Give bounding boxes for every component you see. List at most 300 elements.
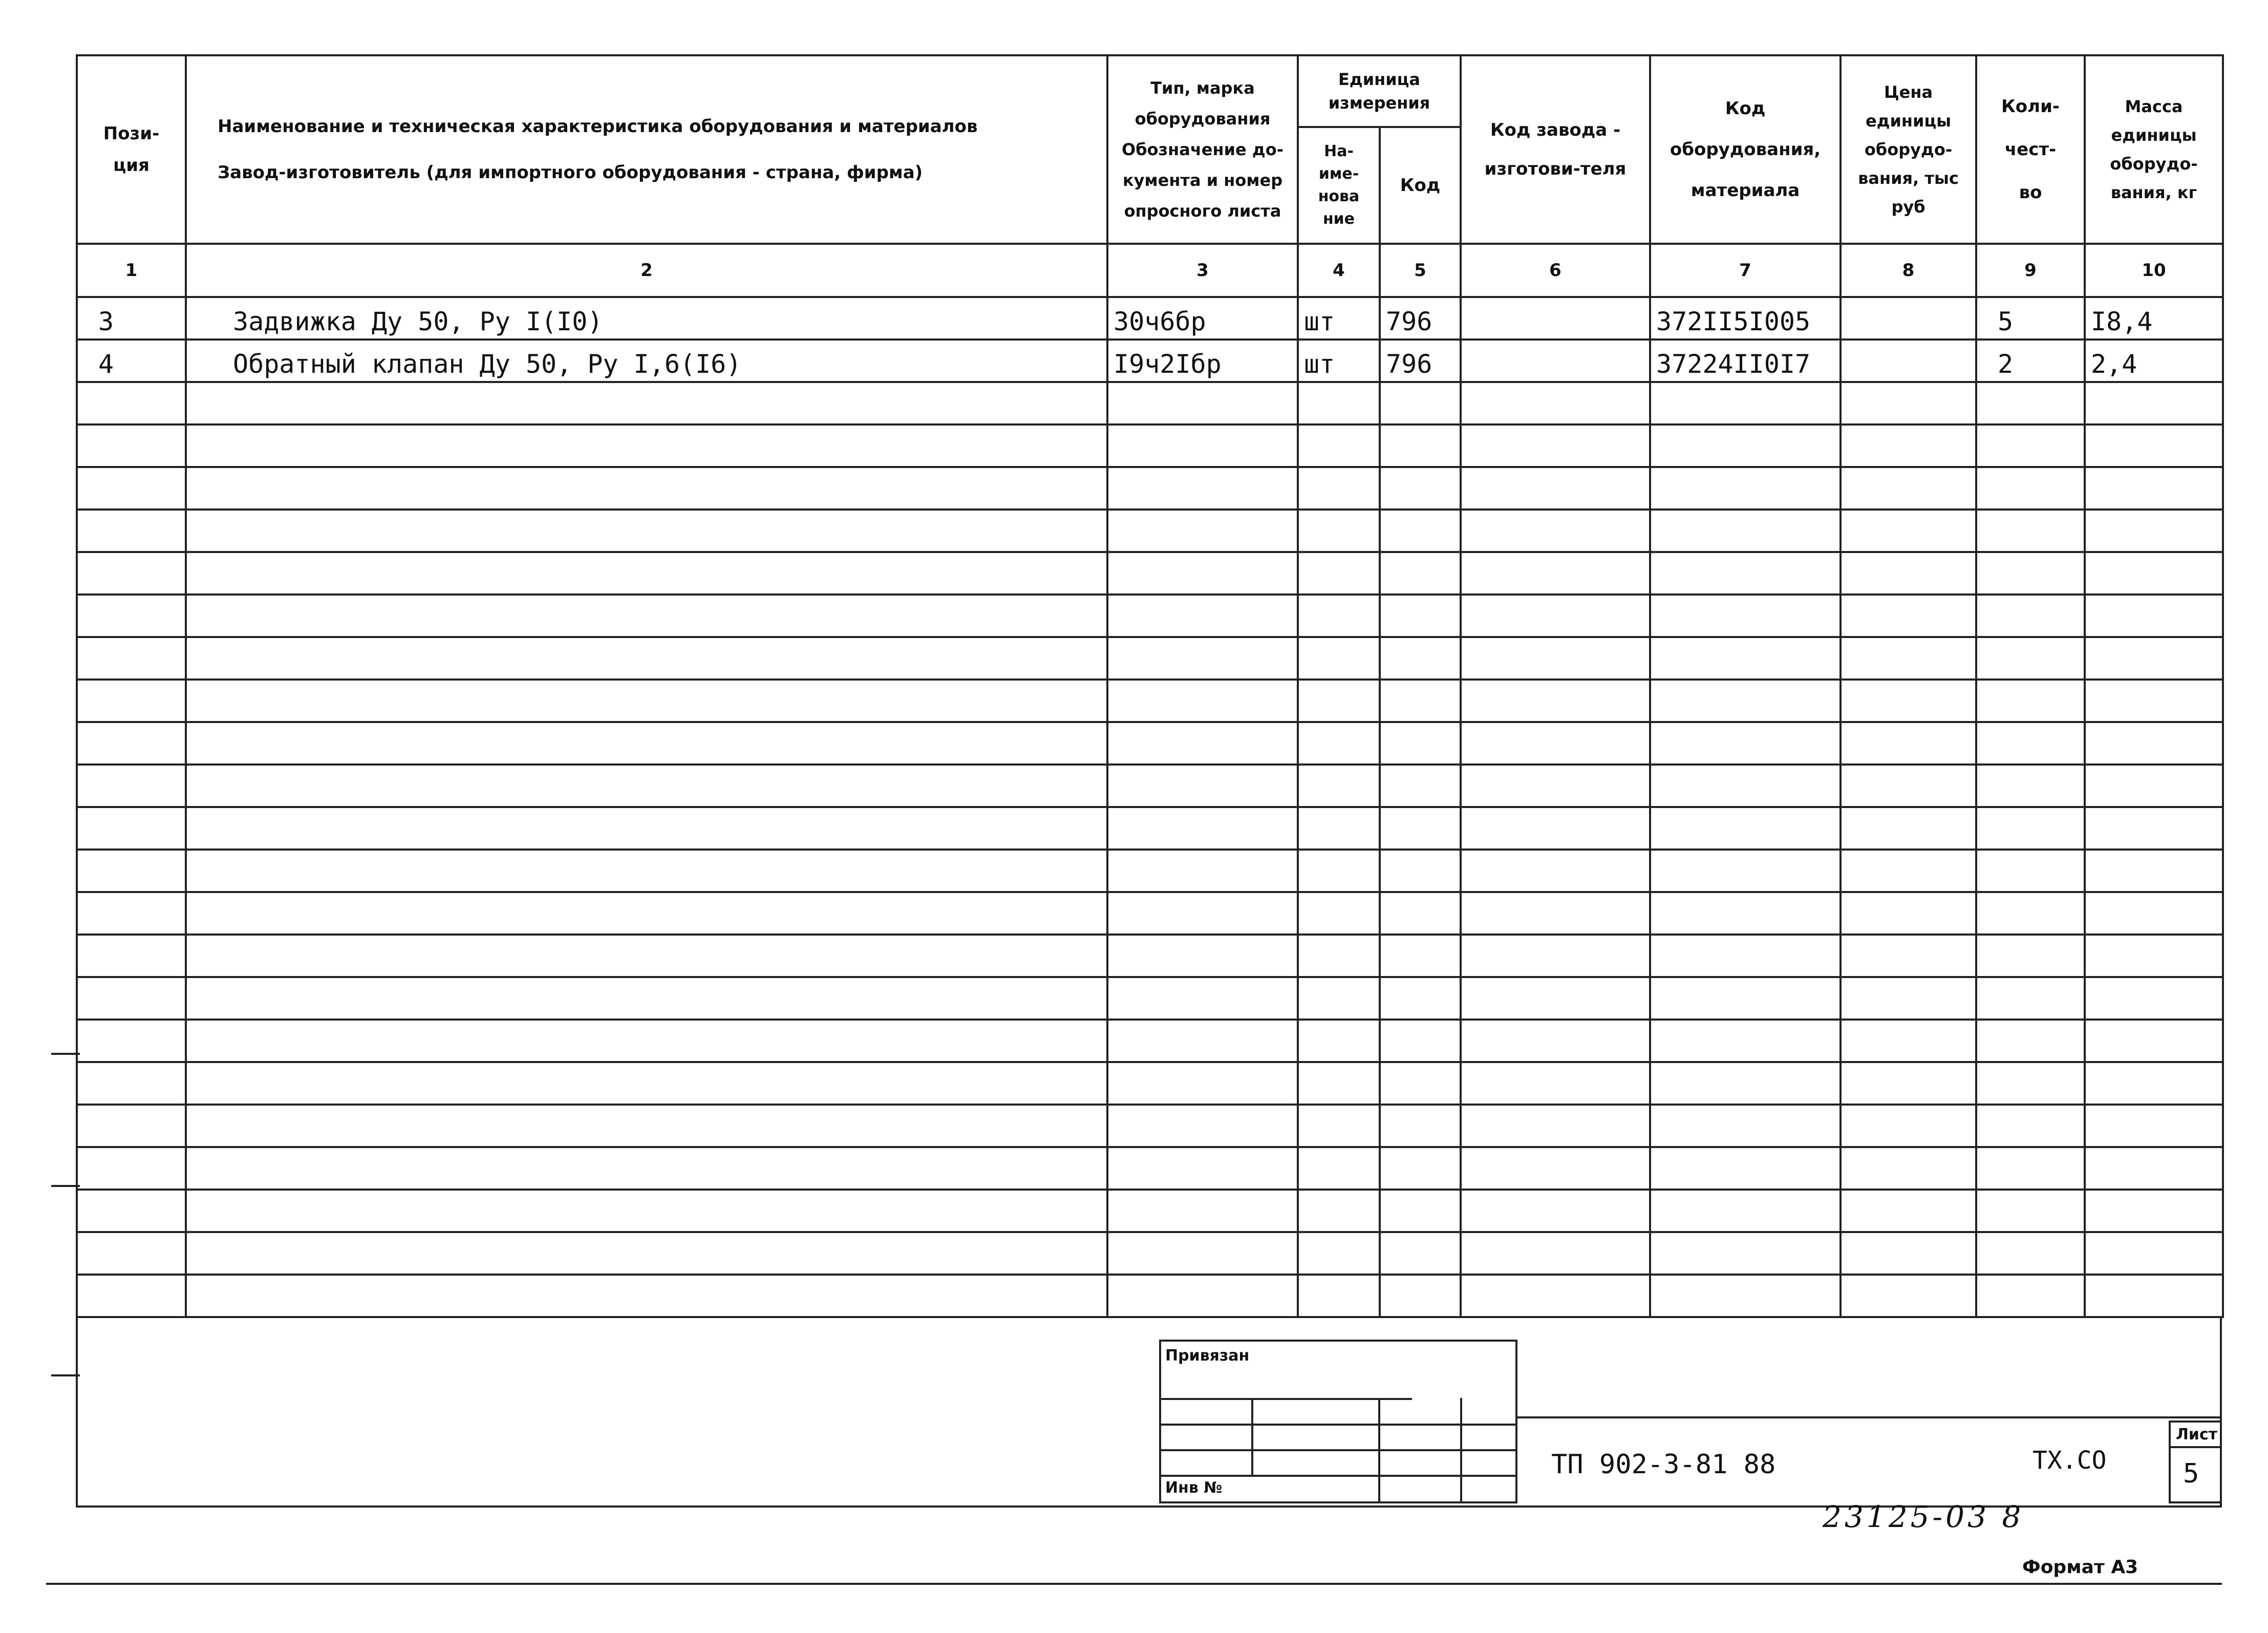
table-row	[77, 977, 2223, 1020]
cell-factory-code	[1461, 297, 1650, 340]
empty-cell	[1976, 425, 2085, 467]
empty-cell	[186, 680, 1107, 722]
empty-cell	[77, 935, 186, 977]
empty-cell	[1976, 807, 2085, 850]
cell-position: 3	[77, 297, 186, 340]
colnum-6: 6	[1461, 244, 1650, 297]
empty-cell	[77, 807, 186, 850]
empty-cell	[1298, 1232, 1380, 1275]
empty-cell	[1461, 552, 1650, 595]
empty-cell	[186, 467, 1107, 510]
empty-cell	[1107, 722, 1298, 765]
empty-cell	[1107, 595, 1298, 637]
empty-cell	[1841, 1190, 1976, 1232]
empty-cell	[1107, 382, 1298, 425]
empty-cell	[1461, 977, 1650, 1020]
empty-cell	[186, 552, 1107, 595]
cell-factory-code	[1461, 340, 1650, 382]
empty-cell	[2085, 1232, 2223, 1275]
empty-cell	[1298, 722, 1380, 765]
empty-cell	[1298, 1105, 1380, 1147]
table-row	[77, 595, 2223, 637]
empty-cell	[1841, 1275, 1976, 1317]
empty-cell	[1461, 467, 1650, 510]
empty-cell	[1380, 807, 1461, 850]
empty-cell	[1650, 1275, 1841, 1317]
empty-cell	[1380, 1275, 1461, 1317]
empty-cell	[1841, 637, 1976, 680]
margin-tick	[51, 1185, 80, 1187]
table-row	[77, 552, 2223, 595]
empty-cell	[1461, 595, 1650, 637]
cell-unit-code: 796	[1380, 340, 1461, 382]
specification-table	[76, 54, 2224, 1318]
cell-quantity: 2	[1976, 340, 2085, 382]
cell-price	[1841, 340, 1976, 382]
empty-cell	[186, 637, 1107, 680]
empty-cell	[1107, 425, 1298, 467]
empty-cell	[1298, 850, 1380, 892]
empty-cell	[2085, 722, 2223, 765]
binding-stamp	[1159, 1340, 1517, 1503]
empty-cell	[1107, 765, 1298, 807]
empty-cell	[1298, 1062, 1380, 1105]
header-unit-code: Код	[1380, 127, 1461, 244]
cell-mass: 2,4	[2085, 340, 2223, 382]
empty-cell	[1107, 467, 1298, 510]
empty-cell	[2085, 1062, 2223, 1105]
header-factory-code: Код завода - изготови-теля	[1461, 55, 1650, 244]
empty-cell	[186, 1105, 1107, 1147]
empty-cell	[1976, 1190, 2085, 1232]
empty-rows	[77, 382, 2223, 1317]
empty-cell	[1841, 680, 1976, 722]
empty-cell	[1976, 382, 2085, 425]
empty-cell	[77, 552, 186, 595]
empty-cell	[1976, 935, 2085, 977]
empty-cell	[1461, 1275, 1650, 1317]
empty-cell	[77, 467, 186, 510]
empty-cell	[77, 977, 186, 1020]
empty-cell	[2085, 467, 2223, 510]
empty-cell	[1298, 382, 1380, 425]
colnum-2: 2	[186, 244, 1107, 297]
empty-cell	[1841, 765, 1976, 807]
privyazan-label: Привязан	[1165, 1347, 1250, 1365]
empty-cell	[1298, 595, 1380, 637]
empty-cell	[1461, 637, 1650, 680]
table-row	[77, 1020, 2223, 1062]
empty-cell	[1298, 552, 1380, 595]
empty-cell	[1107, 935, 1298, 977]
empty-cell	[1841, 510, 1976, 552]
empty-cell	[186, 1147, 1107, 1190]
empty-cell	[1380, 892, 1461, 935]
empty-cell	[1976, 1232, 2085, 1275]
empty-cell	[186, 850, 1107, 892]
stamp-line	[1251, 1398, 1253, 1475]
table-row	[77, 765, 2223, 807]
empty-cell	[77, 1062, 186, 1105]
empty-cell	[1380, 552, 1461, 595]
table-row	[77, 892, 2223, 935]
header-row	[77, 55, 2223, 127]
table-row	[77, 340, 2223, 382]
empty-cell	[1298, 765, 1380, 807]
table-row	[77, 807, 2223, 850]
empty-cell	[1380, 1232, 1461, 1275]
empty-cell	[1650, 552, 1841, 595]
empty-cell	[1380, 467, 1461, 510]
empty-cell	[77, 722, 186, 765]
empty-cell	[186, 595, 1107, 637]
empty-cell	[77, 510, 186, 552]
cell-position: 4	[77, 340, 186, 382]
empty-cell	[186, 935, 1107, 977]
format-label: Формат А3	[2022, 1557, 2138, 1578]
empty-cell	[1650, 637, 1841, 680]
empty-cell	[77, 637, 186, 680]
table-row	[77, 425, 2223, 467]
empty-cell	[1650, 382, 1841, 425]
colnum-7: 7	[1650, 244, 1841, 297]
empty-cell	[2085, 637, 2223, 680]
empty-cell	[1976, 1105, 2085, 1147]
table-row	[77, 1062, 2223, 1105]
stamp-line	[1161, 1398, 1412, 1400]
empty-cell	[1650, 722, 1841, 765]
empty-cell	[1976, 510, 2085, 552]
empty-cell	[2085, 552, 2223, 595]
empty-cell	[1298, 892, 1380, 935]
empty-cell	[186, 1020, 1107, 1062]
header-mass: Масса единицы оборудо-вания, кг	[2085, 55, 2223, 244]
empty-cell	[1841, 1232, 1976, 1275]
header-price: Цена единицы оборудо-вания, тыс руб	[1841, 55, 1976, 244]
empty-cell	[77, 1275, 186, 1317]
empty-cell	[1380, 1062, 1461, 1105]
cell-unit: шт	[1298, 297, 1380, 340]
empty-cell	[1650, 892, 1841, 935]
empty-cell	[1461, 425, 1650, 467]
empty-cell	[1650, 510, 1841, 552]
sheet-label: Лист	[2176, 1426, 2218, 1444]
empty-cell	[2085, 425, 2223, 467]
empty-cell	[1380, 1020, 1461, 1062]
empty-cell	[186, 977, 1107, 1020]
empty-cell	[1841, 935, 1976, 977]
empty-cell	[1298, 977, 1380, 1020]
empty-cell	[1298, 1190, 1380, 1232]
empty-cell	[1650, 595, 1841, 637]
empty-cell	[1380, 1190, 1461, 1232]
empty-cell	[1107, 1275, 1298, 1317]
empty-cell	[1976, 850, 2085, 892]
header-name	[186, 55, 1107, 244]
colnum-8: 8	[1841, 244, 1976, 297]
header-type: Тип, марка оборудования Обозначение до-кумента и номер опросного листа	[1107, 55, 1298, 244]
empty-cell	[2085, 595, 2223, 637]
empty-cell	[1650, 850, 1841, 892]
empty-cell	[77, 1020, 186, 1062]
empty-cell	[1841, 552, 1976, 595]
empty-cell	[1107, 1190, 1298, 1232]
empty-cell	[186, 765, 1107, 807]
empty-cell	[2085, 382, 2223, 425]
table-row	[77, 850, 2223, 892]
table-row	[77, 935, 2223, 977]
empty-cell	[1107, 1062, 1298, 1105]
margin-tick	[51, 1374, 80, 1376]
empty-cell	[1380, 637, 1461, 680]
empty-cell	[1650, 1147, 1841, 1190]
empty-cell	[1461, 382, 1650, 425]
empty-cell	[186, 425, 1107, 467]
empty-cell	[2085, 807, 2223, 850]
empty-cell	[1461, 765, 1650, 807]
colnum-5: 5	[1380, 244, 1461, 297]
empty-cell	[1298, 467, 1380, 510]
empty-cell	[1461, 892, 1650, 935]
empty-cell	[1461, 850, 1650, 892]
stamp-line	[1378, 1398, 1380, 1502]
empty-cell	[2085, 1275, 2223, 1317]
sheet-box	[2169, 1420, 2222, 1503]
empty-cell	[1650, 1105, 1841, 1147]
empty-cell	[1841, 807, 1976, 850]
empty-cell	[1380, 935, 1461, 977]
stamp-line	[1161, 1475, 1515, 1477]
table-row	[77, 1105, 2223, 1147]
empty-cell	[1976, 977, 2085, 1020]
table-row	[77, 1232, 2223, 1275]
table-row	[77, 467, 2223, 510]
empty-cell	[1976, 1020, 2085, 1062]
empty-cell	[1461, 1147, 1650, 1190]
empty-cell	[1976, 552, 2085, 595]
stamp-line	[1460, 1398, 1462, 1502]
empty-cell	[1650, 935, 1841, 977]
table-row	[77, 1275, 2223, 1317]
empty-cell	[186, 722, 1107, 765]
empty-cell	[1650, 425, 1841, 467]
table-row	[77, 382, 2223, 425]
empty-cell	[1298, 1275, 1380, 1317]
empty-cell	[1841, 722, 1976, 765]
empty-cell	[1461, 722, 1650, 765]
empty-cell	[1107, 892, 1298, 935]
empty-cell	[2085, 510, 2223, 552]
empty-cell	[186, 1062, 1107, 1105]
empty-cell	[2085, 1105, 2223, 1147]
table-row	[77, 680, 2223, 722]
empty-cell	[1650, 765, 1841, 807]
empty-cell	[1976, 765, 2085, 807]
sheet-code: ТХ.СО	[2032, 1446, 2107, 1475]
empty-cell	[1650, 680, 1841, 722]
empty-cell	[186, 892, 1107, 935]
empty-cell	[77, 1147, 186, 1190]
empty-cell	[1650, 1062, 1841, 1105]
header-name-line2: Завод-изготовитель (для импортного оборудования - страна, фирма)	[218, 162, 923, 183]
table-row	[77, 1190, 2223, 1232]
empty-cell	[1841, 850, 1976, 892]
sheet-line	[2171, 1446, 2220, 1448]
empty-cell	[2085, 680, 2223, 722]
empty-cell	[77, 1232, 186, 1275]
cell-unit-code: 796	[1380, 297, 1461, 340]
empty-cell	[2085, 935, 2223, 977]
cell-price	[1841, 297, 1976, 340]
cell-code: 37224II0I7	[1650, 340, 1841, 382]
empty-cell	[77, 765, 186, 807]
document-code-block	[1515, 1416, 2222, 1503]
empty-cell	[186, 1275, 1107, 1317]
stamp-line	[1161, 1449, 1515, 1451]
cell-code: 372II5I005	[1650, 297, 1841, 340]
empty-cell	[1380, 850, 1461, 892]
empty-cell	[1841, 425, 1976, 467]
empty-cell	[1650, 807, 1841, 850]
handwritten-number: 23125-03 8	[1823, 1499, 2024, 1534]
empty-cell	[2085, 765, 2223, 807]
stamp-line	[1161, 1424, 1515, 1426]
empty-cell	[1841, 595, 1976, 637]
empty-cell	[1107, 510, 1298, 552]
inv-no-label: Инв №	[1165, 1479, 1223, 1497]
table-row	[77, 510, 2223, 552]
empty-cell	[77, 850, 186, 892]
empty-cell	[1650, 1232, 1841, 1275]
colnum-4: 4	[1298, 244, 1380, 297]
empty-cell	[1380, 765, 1461, 807]
empty-cell	[1976, 892, 2085, 935]
empty-cell	[1380, 595, 1461, 637]
empty-cell	[1976, 680, 2085, 722]
empty-cell	[1107, 637, 1298, 680]
cell-unit: шт	[1298, 340, 1380, 382]
empty-cell	[1380, 1105, 1461, 1147]
empty-cell	[1976, 722, 2085, 765]
empty-cell	[1380, 425, 1461, 467]
empty-cell	[1461, 1020, 1650, 1062]
column-number-row	[77, 244, 2223, 297]
empty-cell	[1841, 977, 1976, 1020]
empty-cell	[186, 382, 1107, 425]
empty-cell	[1841, 467, 1976, 510]
document-code: ТП 902-3-81 88	[1551, 1449, 1776, 1480]
empty-cell	[1650, 977, 1841, 1020]
empty-cell	[1461, 680, 1650, 722]
cell-type: I9ч2Iбр	[1107, 340, 1298, 382]
empty-cell	[1461, 807, 1650, 850]
empty-cell	[1841, 1020, 1976, 1062]
empty-cell	[1976, 637, 2085, 680]
footer-line	[46, 1583, 2222, 1585]
empty-cell	[1650, 1190, 1841, 1232]
empty-cell	[77, 892, 186, 935]
empty-cell	[1976, 467, 2085, 510]
empty-cell	[1461, 1190, 1650, 1232]
header-unit-name: На-име-нова ние	[1298, 127, 1380, 244]
empty-cell	[1461, 1232, 1650, 1275]
empty-cell	[2085, 892, 2223, 935]
empty-cell	[1976, 595, 2085, 637]
cell-mass: I8,4	[2085, 297, 2223, 340]
empty-cell	[1380, 680, 1461, 722]
empty-cell	[1841, 382, 1976, 425]
header-quantity: Коли-чест-во	[1976, 55, 2085, 244]
empty-cell	[2085, 850, 2223, 892]
colnum-9: 9	[1976, 244, 2085, 297]
empty-cell	[1298, 1147, 1380, 1190]
cell-type: 30ч6бр	[1107, 297, 1298, 340]
empty-cell	[1650, 467, 1841, 510]
table-row	[77, 722, 2223, 765]
header-unit-group: Единица измерения	[1298, 55, 1461, 127]
empty-cell	[77, 1190, 186, 1232]
empty-cell	[2085, 977, 2223, 1020]
empty-cell	[1298, 807, 1380, 850]
empty-cell	[2085, 1020, 2223, 1062]
empty-cell	[186, 1232, 1107, 1275]
empty-cell	[2085, 1147, 2223, 1190]
sheet-number: 5	[2183, 1458, 2199, 1489]
empty-cell	[1107, 1020, 1298, 1062]
empty-cell	[1107, 552, 1298, 595]
empty-cell	[77, 425, 186, 467]
empty-cell	[1461, 510, 1650, 552]
empty-cell	[186, 1190, 1107, 1232]
empty-cell	[1380, 510, 1461, 552]
empty-cell	[1461, 1105, 1650, 1147]
empty-cell	[1841, 1105, 1976, 1147]
empty-cell	[1976, 1062, 2085, 1105]
margin-tick	[51, 1053, 80, 1055]
empty-cell	[1298, 425, 1380, 467]
empty-cell	[1650, 1020, 1841, 1062]
cell-name: Задвижка Ду 50, Ру I(I0)	[186, 297, 1107, 340]
cell-quantity: 5	[1976, 297, 2085, 340]
header-position: Пози- ция	[77, 55, 186, 244]
empty-cell	[1380, 1147, 1461, 1190]
empty-cell	[1298, 1020, 1380, 1062]
empty-cell	[1976, 1147, 2085, 1190]
colnum-10: 10	[2085, 244, 2223, 297]
table-row	[77, 297, 2223, 340]
empty-cell	[1107, 807, 1298, 850]
colnum-1: 1	[77, 244, 186, 297]
empty-cell	[1298, 510, 1380, 552]
empty-cell	[77, 680, 186, 722]
empty-cell	[2085, 1190, 2223, 1232]
empty-cell	[1298, 935, 1380, 977]
empty-cell	[1841, 1062, 1976, 1105]
table-row	[77, 1147, 2223, 1190]
empty-cell	[1298, 680, 1380, 722]
empty-cell	[77, 595, 186, 637]
empty-cell	[1461, 935, 1650, 977]
colnum-3: 3	[1107, 244, 1298, 297]
empty-cell	[1107, 680, 1298, 722]
empty-cell	[1107, 977, 1298, 1020]
table-row	[77, 637, 2223, 680]
empty-cell	[1107, 1232, 1298, 1275]
empty-cell	[1841, 892, 1976, 935]
empty-cell	[1107, 850, 1298, 892]
empty-cell	[1976, 1275, 2085, 1317]
empty-cell	[1461, 1062, 1650, 1105]
